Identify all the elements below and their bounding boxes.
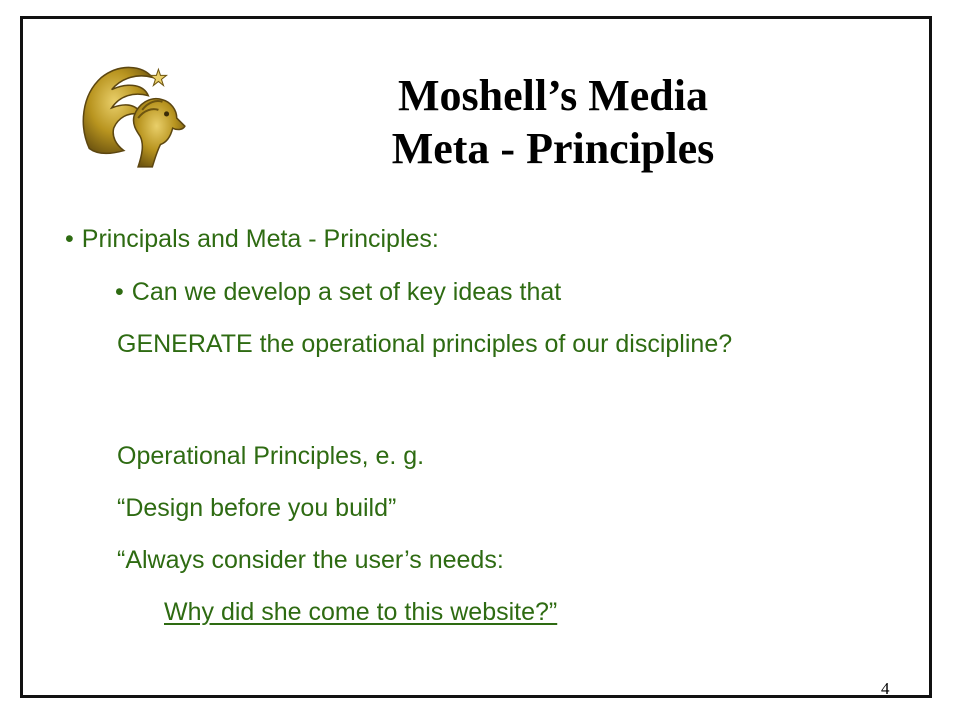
title-line-2: Meta - Principles — [391, 124, 715, 173]
bullet-marker: • — [65, 225, 74, 253]
pegasus-logo-icon — [71, 55, 193, 177]
bullet-marker: • — [115, 278, 124, 306]
bullet-level2-continuation: GENERATE the operational principles of our discipline? — [117, 330, 733, 358]
bullet-level2-text: Can we develop a set of key ideas that — [131, 278, 562, 306]
operational-principles-heading: Operational Principles, e. g. — [117, 442, 425, 470]
example-why-website: Why did she come to this website?” — [164, 598, 558, 626]
title-line-1: Moshell’s Media — [398, 71, 708, 120]
bullet-level2 — [115, 277, 561, 307]
bullet-level1-text: Principals and Meta - Principles: — [81, 225, 439, 253]
example-consider-user-needs: “Always consider the user’s needs: — [117, 546, 504, 574]
page-number: 4 — [881, 679, 890, 698]
example-design-before-build: “Design before you build” — [117, 494, 397, 522]
slide-title — [273, 69, 833, 175]
bullet-level1 — [65, 224, 439, 254]
slide-frame — [20, 16, 932, 698]
